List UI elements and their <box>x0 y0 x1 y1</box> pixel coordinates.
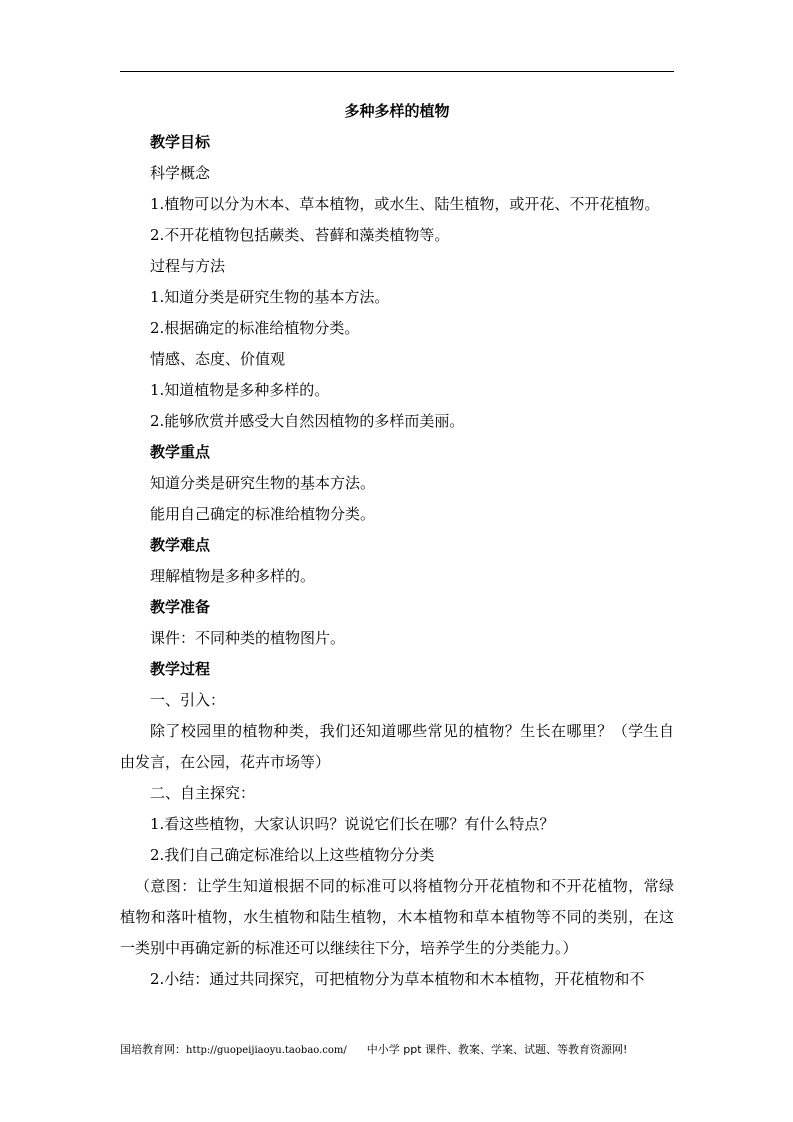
text-line: 理解植物是多种多样的。 <box>150 567 316 585</box>
text-line: 能用自己确定的标准给植物分类。 <box>150 505 376 523</box>
text-line: 1.看这些植物，大家认识吗？说说它们长在哪？有什么特点？ <box>150 815 555 833</box>
text-line: 二、自主探究： <box>150 784 256 802</box>
document-body <box>120 96 674 995</box>
footer-site-label: 国培教育网： <box>120 1043 186 1056</box>
text-line: 1.知道分类是研究生物的基本方法。 <box>150 288 390 306</box>
text-line: 知道分类是研究生物的基本方法。 <box>150 474 376 492</box>
text-line: 1.知道植物是多种多样的。 <box>150 381 330 399</box>
section-heading: 教学目标 <box>150 133 211 151</box>
section-heading: 教学重点 <box>150 443 211 461</box>
paragraph: 2.小结：通过共同探究，可把植物分为草本植物和木本植物，开花植物和不 <box>150 970 645 988</box>
footer-url-link[interactable]: http://guopeijiaoyu.taobao.com/ <box>186 1045 347 1056</box>
text-line: 课件：不同种类的植物图片。 <box>150 629 346 647</box>
section-heading: 教学难点 <box>150 536 211 554</box>
text-line: 2.不开花植物包括蕨类、苔藓和藻类植物等。 <box>150 226 450 244</box>
text-line: 一、引入： <box>150 691 226 709</box>
text-line: 2.我们自己确定标准给以上这些植物分分类 <box>150 846 435 864</box>
section-heading: 教学准备 <box>150 598 211 616</box>
text-line: 情感、态度、价值观 <box>150 350 286 368</box>
page-footer <box>120 1042 680 1059</box>
header-rule <box>120 71 674 72</box>
document-lines <box>120 127 674 995</box>
footer-slogan: 中小学 ppt 课件、教案、学案、试题、等教育资源网! <box>366 1043 628 1056</box>
text-line: 过程与方法 <box>150 257 226 275</box>
paragraph-note: （意图：让学生知道根据不同的标准可以将植物分开花植物和不开花植物，常绿植物和落叶植物，水生植物和陆生植物，木本植物和草本植物等不同的类别，在这一类别中再确定新的标准还可以继续往下分，培养学生的分类能力。） <box>120 877 674 957</box>
text-line: 科学概念 <box>150 164 211 182</box>
document-title: 多种多样的植物 <box>344 102 450 120</box>
section-heading: 教学过程 <box>150 660 211 678</box>
paragraph: 除了校园里的植物种类，我们还知道哪些常见的植物？生长在哪里？（学生自由发言，在公园，花卉市场等） <box>120 722 674 771</box>
text-line: 2.能够欣赏并感受大自然因植物的多样而美丽。 <box>150 412 465 430</box>
text-line: 1.植物可以分为木本、草本植物，或水生、陆生植物，或开花、不开花植物。 <box>150 195 660 213</box>
text-line: 2.根据确定的标准给植物分类。 <box>150 319 360 337</box>
